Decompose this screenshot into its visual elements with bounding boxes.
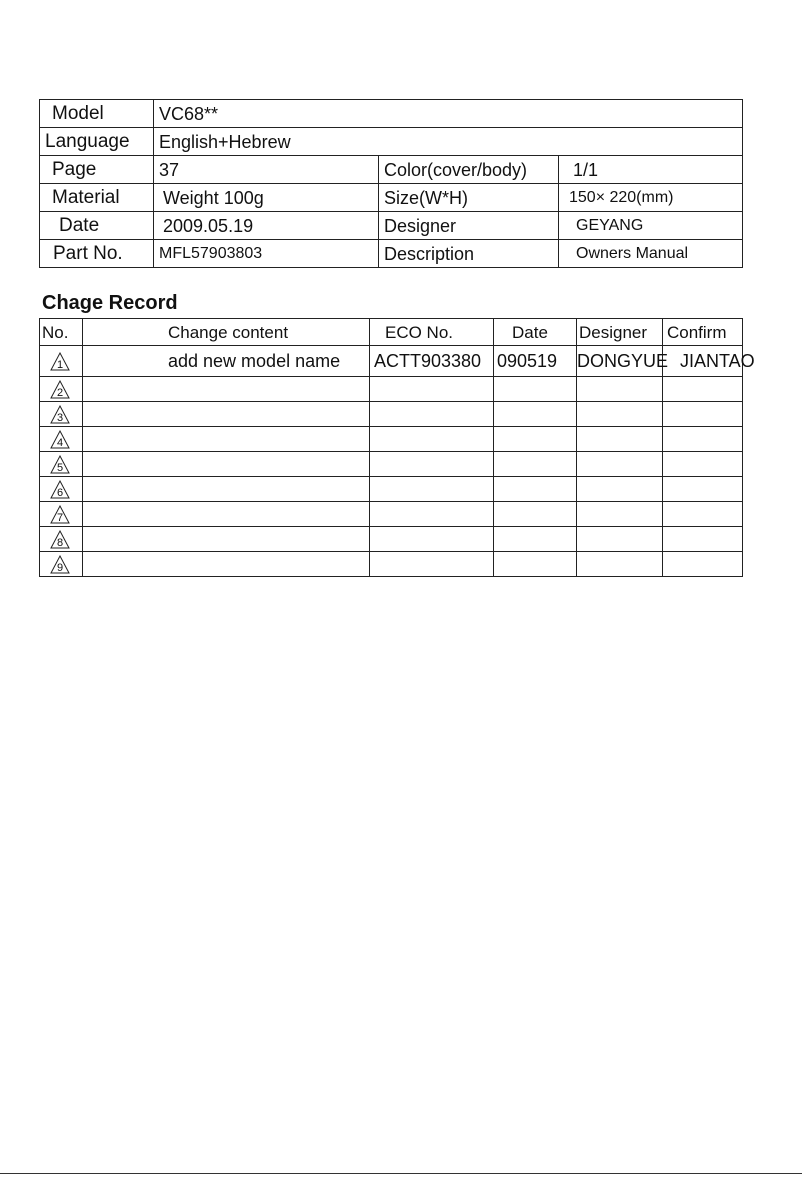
- eco-no-cell: [370, 502, 494, 527]
- confirm-cell: [663, 377, 743, 402]
- spec-table: [39, 99, 743, 268]
- confirm-cell: JIANTAO: [663, 346, 743, 377]
- size-value: 150× 220(mm): [559, 184, 743, 212]
- eco-no-cell: [370, 402, 494, 427]
- change-content-cell: add new model name: [83, 346, 370, 377]
- revision-number: 1: [56, 358, 64, 371]
- date-cell: 090519: [494, 346, 577, 377]
- eco-no-cell: [370, 427, 494, 452]
- confirm-cell: [663, 502, 743, 527]
- eco-no-cell: [370, 477, 494, 502]
- partno-value: MFL57903803: [154, 240, 379, 268]
- date-cell: [494, 452, 577, 477]
- eco-no-cell: [370, 452, 494, 477]
- material-value: Weight 100g: [154, 184, 379, 212]
- page-value: 37: [154, 156, 379, 184]
- change-record-body: [40, 346, 755, 577]
- change-content-cell: [83, 502, 370, 527]
- change-content-cell: [83, 402, 370, 427]
- confirm-cell: [663, 552, 743, 577]
- revision-number: 2: [56, 386, 64, 399]
- triangle-revision-icon: [50, 405, 70, 424]
- language-value: English+Hebrew: [154, 128, 743, 156]
- date-cell: [494, 402, 577, 427]
- footer-divider: [0, 1173, 802, 1174]
- table-row: [40, 346, 743, 377]
- table-row: [40, 502, 743, 527]
- revision-marker-cell: [40, 452, 83, 477]
- header-eco-no: ECO No.: [370, 319, 494, 346]
- header-change-content: Change content: [83, 319, 370, 346]
- date-cell: [494, 477, 577, 502]
- size-label: Size(W*H): [379, 184, 559, 212]
- model-label: Model: [40, 100, 154, 128]
- date-cell: [494, 427, 577, 452]
- designer-cell: [577, 502, 663, 527]
- change-content-cell: [83, 527, 370, 552]
- designer-cell: [577, 427, 663, 452]
- table-row: [40, 402, 743, 427]
- revision-marker-cell: [40, 527, 83, 552]
- date-cell: [494, 502, 577, 527]
- date-cell: [494, 377, 577, 402]
- description-label: Description: [379, 240, 559, 268]
- color-value: 1/1: [559, 156, 743, 184]
- triangle-revision-icon: [50, 555, 70, 574]
- designer-label: Designer: [379, 212, 559, 240]
- date-label: Date: [40, 212, 154, 240]
- date-value: 2009.05.19: [154, 212, 379, 240]
- revision-number: 5: [56, 461, 64, 474]
- eco-no-cell: [370, 527, 494, 552]
- table-row: [40, 552, 743, 577]
- change-content-cell: [83, 452, 370, 477]
- change-record-table: [39, 318, 755, 577]
- revision-marker-cell: [40, 477, 83, 502]
- revision-marker-cell: [40, 427, 83, 452]
- partno-label: Part No.: [40, 240, 154, 268]
- revision-marker-cell: [40, 502, 83, 527]
- color-label: Color(cover/body): [379, 156, 559, 184]
- date-cell: [494, 552, 577, 577]
- triangle-revision-icon: [50, 455, 70, 474]
- revision-number: 7: [56, 511, 64, 524]
- revision-number: 3: [56, 411, 64, 424]
- revision-number: 6: [56, 486, 64, 499]
- triangle-revision-icon: [50, 430, 70, 449]
- confirm-cell: [663, 452, 743, 477]
- confirm-cell: [663, 402, 743, 427]
- triangle-revision-icon: [50, 380, 70, 399]
- header-confirm: Confirm: [663, 319, 743, 346]
- change-content-cell: [83, 427, 370, 452]
- model-value: VC68**: [154, 100, 743, 128]
- revision-marker-cell: [40, 402, 83, 427]
- table-row: [40, 477, 743, 502]
- spec-row-page: [40, 156, 743, 184]
- revision-number: 8: [56, 536, 64, 549]
- designer-cell: [577, 402, 663, 427]
- spec-row-material: [40, 184, 743, 212]
- page-label: Page: [40, 156, 154, 184]
- confirm-cell: [663, 477, 743, 502]
- designer-cell: [577, 552, 663, 577]
- confirm-cell: [663, 427, 743, 452]
- spec-row-model: [40, 100, 743, 128]
- designer-cell: [577, 477, 663, 502]
- header-designer: Designer: [577, 319, 663, 346]
- change-content-cell: [83, 377, 370, 402]
- eco-no-cell: [370, 377, 494, 402]
- designer-cell: DONGYUE: [577, 346, 663, 377]
- designer-value: GEYANG: [559, 212, 743, 240]
- confirm-cell: [663, 527, 743, 552]
- table-row: [40, 427, 743, 452]
- revision-number: 9: [56, 561, 64, 574]
- change-content-cell: [83, 552, 370, 577]
- triangle-revision-icon: [50, 530, 70, 549]
- material-label: Material: [40, 184, 154, 212]
- revision-marker-cell: [40, 346, 83, 377]
- revision-number: 4: [56, 436, 64, 449]
- change-content-cell: [83, 477, 370, 502]
- designer-cell: [577, 377, 663, 402]
- triangle-revision-icon: [50, 480, 70, 499]
- table-row: [40, 377, 743, 402]
- table-row: [40, 452, 743, 477]
- triangle-revision-icon: [50, 352, 70, 371]
- revision-marker-cell: [40, 377, 83, 402]
- spec-row-date: [40, 212, 743, 240]
- header-no: No.: [40, 319, 83, 346]
- description-value: Owners Manual: [559, 240, 743, 268]
- spec-row-partno: [40, 240, 743, 268]
- header-date: Date: [494, 319, 577, 346]
- change-record-title: Chage Record: [42, 292, 178, 314]
- date-cell: [494, 527, 577, 552]
- eco-no-cell: ACTT903380: [370, 346, 494, 377]
- language-label: Language: [40, 128, 154, 156]
- triangle-revision-icon: [50, 505, 70, 524]
- designer-cell: [577, 452, 663, 477]
- table-row: [40, 527, 743, 552]
- revision-marker-cell: [40, 552, 83, 577]
- spec-row-language: [40, 128, 743, 156]
- designer-cell: [577, 527, 663, 552]
- change-record-header-row: [40, 319, 743, 346]
- eco-no-cell: [370, 552, 494, 577]
